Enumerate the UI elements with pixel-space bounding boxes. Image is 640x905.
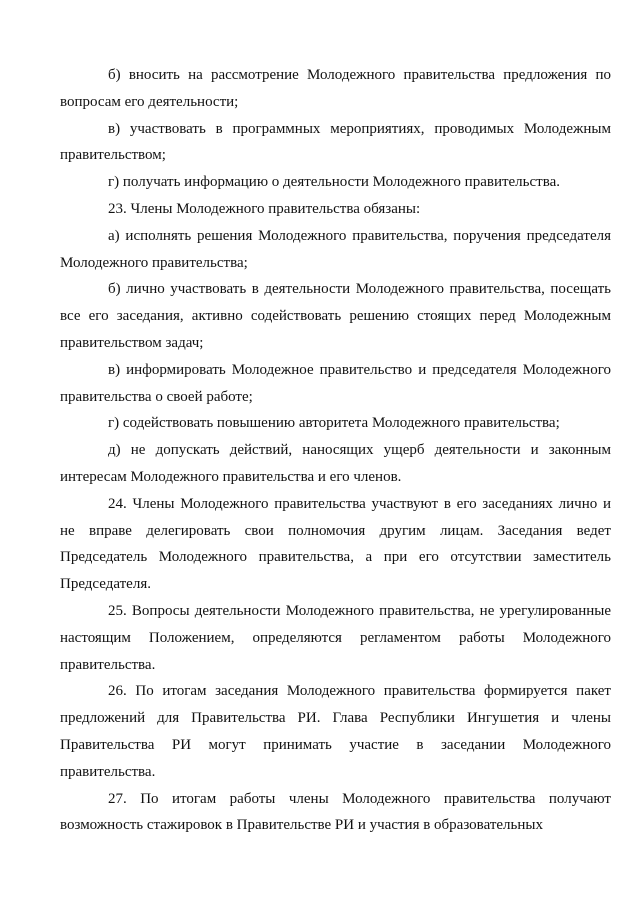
paragraph-item-v-programs: в) участвовать в программных мероприятиях, проводимых Молодежным правительством; — [60, 120, 611, 164]
paragraph-item-v-inform: в) информировать Молодежное правительство и председателя Молодежного правительства о своей работе; — [60, 361, 611, 405]
paragraph-item-b-participate: б) лично участвовать в деятельности Молодежного правительства, посещать все его заседания, активно содействовать решению стоящих перед Молодежным правительством задач; — [60, 281, 611, 351]
paragraph-item-b-proposals: б) вносить на рассмотрение Молодежного правительства предложения по вопросам его деятельности; — [60, 67, 611, 110]
paragraph-item-d-no-harm: д) не допускать действий, наносящих ущерб деятельности и законным интересам Молодежного правительства и его членов. — [60, 442, 611, 485]
paragraph-clause-27: 27. По итогам работы члены Молодежного правительства получают возможность стажировок в Правительстве РИ и участия в образовательных — [60, 790, 611, 834]
paragraph-clause-23: 23. Члены Молодежного правительства обязаны: — [108, 200, 421, 217]
document-body — [60, 62, 611, 839]
paragraph-item-g-authority: г) содействовать повышению авторитета Молодежного правительства; — [108, 415, 560, 432]
paragraph-item-g-information: г) получать информацию о деятельности Молодежного правительства. — [108, 174, 561, 191]
paragraph-clause-26: 26. По итогам заседания Молодежного правительства формируется пакет предложений для Правительства РИ. Глава Республики Ингушетия и члены Правительства РИ могут принимать участие в заседании Молодежного правительства. — [60, 683, 611, 780]
paragraph-item-a-execute: а) исполнять решения Молодежного правительства, поручения председателя Молодежного правительства; — [60, 227, 611, 271]
paragraph-clause-24: 24. Члены Молодежного правительства участвуют в его заседаниях лично и не вправе делегировать свои полномочия другим лицам. Заседания ведет Председатель Молодежного правительства, а при его отсутствии заместитель Председателя. — [60, 495, 611, 593]
paragraph-clause-25: 25. Вопросы деятельности Молодежного правительства, не урегулированные настоящим Положением, определяются регламентом работы Молодежного правительства. — [60, 602, 611, 673]
